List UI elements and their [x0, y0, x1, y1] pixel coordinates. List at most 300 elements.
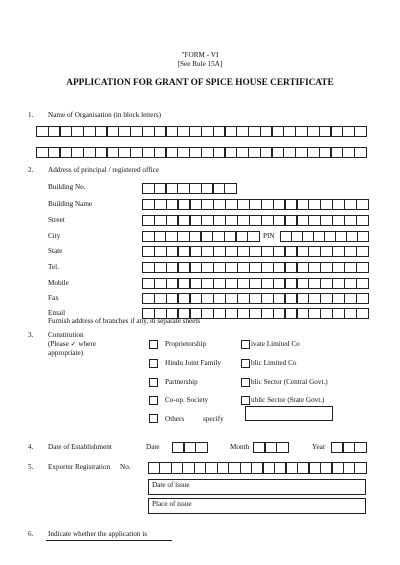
- mobile-field[interactable]: [142, 278, 368, 289]
- year-label: Year: [312, 443, 326, 451]
- char-cell[interactable]: [320, 246, 333, 257]
- char-cell[interactable]: [166, 183, 179, 194]
- char-cell[interactable]: [283, 147, 296, 158]
- char-cell[interactable]: [225, 262, 238, 273]
- char-cell[interactable]: [213, 183, 226, 194]
- public-limited-label: blic Limited Co: [251, 359, 297, 367]
- char-cell[interactable]: [354, 442, 366, 453]
- char-cell[interactable]: [320, 293, 333, 304]
- tel-field[interactable]: [142, 262, 368, 273]
- char-cell[interactable]: [190, 293, 203, 304]
- char-cell[interactable]: [356, 293, 369, 304]
- char-cell[interactable]: [240, 462, 252, 474]
- char-cell[interactable]: [166, 246, 179, 257]
- char-cell[interactable]: [295, 147, 308, 158]
- char-cell[interactable]: [142, 246, 155, 257]
- co-op-society-label: Co-op. Society: [165, 396, 209, 404]
- date-label: Date: [146, 443, 160, 451]
- char-cell[interactable]: [308, 246, 321, 257]
- char-cell[interactable]: [142, 308, 155, 319]
- char-cell[interactable]: [142, 199, 155, 210]
- char-cell[interactable]: [261, 246, 274, 257]
- char-cell[interactable]: [331, 147, 344, 158]
- char-cell[interactable]: [71, 126, 84, 137]
- char-cell[interactable]: [95, 147, 108, 158]
- char-cell[interactable]: [356, 215, 369, 226]
- char-cell[interactable]: [177, 183, 190, 194]
- section-6-number: 6.: [28, 530, 34, 538]
- private-limited-checkbox[interactable]: [241, 340, 250, 349]
- char-cell[interactable]: [36, 126, 49, 137]
- char-cell[interactable]: [225, 215, 238, 226]
- char-cell[interactable]: [154, 293, 167, 304]
- char-cell[interactable]: [308, 215, 321, 226]
- char-cell[interactable]: [224, 183, 237, 194]
- public-sector-central-label: blic Sector (Central Govt.): [251, 378, 328, 386]
- section-5-number: 5.: [28, 463, 34, 471]
- building-name-label: Building Name: [48, 200, 93, 208]
- form-number: "FORM - VI: [181, 51, 219, 59]
- public-limited-checkbox[interactable]: [241, 359, 250, 368]
- char-cell[interactable]: [142, 215, 155, 226]
- char-cell[interactable]: [166, 308, 179, 319]
- char-cell[interactable]: [184, 442, 196, 453]
- char-cell[interactable]: [201, 215, 214, 226]
- char-cell[interactable]: [357, 231, 369, 242]
- char-cell[interactable]: [189, 147, 202, 158]
- char-cell[interactable]: [320, 199, 333, 210]
- char-cell[interactable]: [286, 462, 298, 474]
- char-cell[interactable]: [331, 442, 343, 453]
- char-cell[interactable]: [320, 308, 333, 319]
- char-cell[interactable]: [194, 462, 206, 474]
- char-cell[interactable]: [237, 199, 250, 210]
- char-cell[interactable]: [261, 278, 274, 289]
- proprietorship-checkbox[interactable]: [149, 340, 158, 349]
- char-cell[interactable]: [354, 126, 367, 137]
- partnership-label: Partnership: [165, 378, 198, 386]
- section-5-label: Exporter Registration: [48, 463, 111, 471]
- char-cell[interactable]: [249, 215, 262, 226]
- char-cell[interactable]: [142, 147, 155, 158]
- char-cell[interactable]: [309, 462, 321, 474]
- place-of-issue-label: Place of issue: [152, 500, 192, 508]
- establishment-date-field[interactable]: [172, 442, 207, 453]
- char-cell[interactable]: [178, 215, 191, 226]
- char-cell[interactable]: [148, 462, 160, 474]
- char-cell[interactable]: [251, 462, 263, 474]
- char-cell[interactable]: [273, 308, 286, 319]
- char-cell[interactable]: [248, 126, 261, 137]
- fax-field[interactable]: [142, 293, 368, 304]
- char-cell[interactable]: [142, 183, 155, 194]
- char-cell[interactable]: [261, 215, 274, 226]
- char-cell[interactable]: [166, 278, 179, 289]
- mobile-label: Mobile: [48, 279, 69, 287]
- char-cell[interactable]: [201, 308, 214, 319]
- char-cell[interactable]: [344, 293, 357, 304]
- char-cell[interactable]: [236, 231, 249, 242]
- hindu-joint-family-label: Hindu Joint Family: [165, 359, 221, 367]
- char-cell[interactable]: [265, 442, 277, 453]
- char-cell[interactable]: [273, 293, 286, 304]
- char-cell[interactable]: [319, 147, 332, 158]
- date-of-issue-label: Date of issue: [152, 481, 190, 489]
- char-cell[interactable]: [166, 147, 179, 158]
- char-cell[interactable]: [190, 278, 203, 289]
- char-cell[interactable]: [354, 462, 366, 474]
- private-limited-label: ivate Limited Co: [251, 340, 300, 348]
- char-cell[interactable]: [237, 308, 250, 319]
- char-cell[interactable]: [225, 126, 238, 137]
- char-cell[interactable]: [356, 308, 369, 319]
- rule-reference: [See Rule 15A]: [177, 60, 223, 68]
- char-cell[interactable]: [201, 147, 214, 158]
- char-cell[interactable]: [295, 126, 308, 137]
- char-cell[interactable]: [307, 147, 320, 158]
- section-1-label: Name of Organisation (in block letters): [48, 111, 162, 119]
- city-field[interactable]: [142, 231, 259, 242]
- tel-label: Tel.: [48, 263, 59, 271]
- char-cell[interactable]: [320, 262, 333, 273]
- section-1-number: 1.: [28, 111, 34, 119]
- char-cell[interactable]: [48, 147, 61, 158]
- char-cell[interactable]: [285, 215, 298, 226]
- char-cell[interactable]: [159, 462, 171, 474]
- char-cell[interactable]: [166, 215, 179, 226]
- char-cell[interactable]: [261, 199, 274, 210]
- char-cell[interactable]: [297, 462, 309, 474]
- char-cell[interactable]: [212, 231, 225, 242]
- char-cell[interactable]: [201, 199, 214, 210]
- char-cell[interactable]: [320, 215, 333, 226]
- char-cell[interactable]: [332, 462, 344, 474]
- char-cell[interactable]: [154, 308, 167, 319]
- char-cell[interactable]: [154, 199, 167, 210]
- char-cell[interactable]: [331, 126, 344, 137]
- char-cell[interactable]: [343, 462, 355, 474]
- char-cell[interactable]: [332, 199, 345, 210]
- char-cell[interactable]: [344, 308, 357, 319]
- char-cell[interactable]: [236, 126, 249, 137]
- char-cell[interactable]: [285, 246, 298, 257]
- char-cell[interactable]: [283, 126, 296, 137]
- char-cell[interactable]: [308, 262, 321, 273]
- char-cell[interactable]: [273, 278, 286, 289]
- char-cell[interactable]: [154, 278, 167, 289]
- char-cell[interactable]: [201, 293, 214, 304]
- char-cell[interactable]: [225, 278, 238, 289]
- char-cell[interactable]: [344, 262, 357, 273]
- char-cell[interactable]: [332, 215, 345, 226]
- char-cell[interactable]: [178, 246, 191, 257]
- state-field[interactable]: [142, 246, 368, 257]
- char-cell[interactable]: [190, 262, 203, 273]
- char-cell[interactable]: [225, 308, 238, 319]
- char-cell[interactable]: [60, 126, 73, 137]
- char-cell[interactable]: [225, 246, 238, 257]
- char-cell[interactable]: [205, 462, 217, 474]
- exporter-registration-field[interactable]: [148, 462, 366, 474]
- char-cell[interactable]: [320, 462, 332, 474]
- char-cell[interactable]: [249, 199, 262, 210]
- char-cell[interactable]: [342, 126, 355, 137]
- char-cell[interactable]: [344, 215, 357, 226]
- char-cell[interactable]: [273, 246, 286, 257]
- char-cell[interactable]: [190, 215, 203, 226]
- public-sector-central-checkbox[interactable]: [241, 378, 250, 387]
- char-cell[interactable]: [276, 442, 288, 453]
- char-cell[interactable]: [344, 246, 357, 257]
- char-cell[interactable]: [201, 246, 214, 257]
- char-cell[interactable]: [213, 308, 226, 319]
- char-cell[interactable]: [178, 278, 191, 289]
- char-cell[interactable]: [171, 462, 183, 474]
- char-cell[interactable]: [177, 147, 190, 158]
- char-cell[interactable]: [274, 462, 286, 474]
- char-cell[interactable]: [272, 147, 285, 158]
- char-cell[interactable]: [260, 147, 273, 158]
- char-cell[interactable]: [130, 126, 143, 137]
- char-cell[interactable]: [332, 246, 345, 257]
- state-label: State: [48, 247, 63, 255]
- char-cell[interactable]: [217, 462, 229, 474]
- char-cell[interactable]: [343, 442, 355, 453]
- char-cell[interactable]: [261, 262, 274, 273]
- char-cell[interactable]: [83, 147, 96, 158]
- section-6-label: Indicate whether the application is: [48, 530, 147, 538]
- char-cell[interactable]: [166, 126, 179, 137]
- char-cell[interactable]: [166, 293, 179, 304]
- char-cell[interactable]: [332, 262, 345, 273]
- char-cell[interactable]: [297, 246, 310, 257]
- char-cell[interactable]: [273, 199, 286, 210]
- char-cell[interactable]: [354, 147, 367, 158]
- char-cell[interactable]: [182, 462, 194, 474]
- char-cell[interactable]: [201, 262, 214, 273]
- char-cell[interactable]: [261, 308, 274, 319]
- char-cell[interactable]: [213, 246, 226, 257]
- char-cell[interactable]: [249, 293, 262, 304]
- char-cell[interactable]: [154, 215, 167, 226]
- char-cell[interactable]: [142, 293, 155, 304]
- building-no-field[interactable]: [142, 183, 236, 194]
- char-cell[interactable]: [213, 278, 226, 289]
- char-cell[interactable]: [178, 262, 191, 273]
- co-op-society-checkbox[interactable]: [149, 396, 158, 405]
- char-cell[interactable]: [190, 308, 203, 319]
- proprietorship-label: Proprietorship: [165, 340, 207, 348]
- char-cell[interactable]: [272, 126, 285, 137]
- char-cell[interactable]: [320, 278, 333, 289]
- char-cell[interactable]: [36, 147, 49, 158]
- email-field[interactable]: [142, 308, 368, 319]
- char-cell[interactable]: [71, 147, 84, 158]
- char-cell[interactable]: [213, 262, 226, 273]
- char-cell[interactable]: [228, 462, 240, 474]
- char-cell[interactable]: [189, 183, 202, 194]
- pin-field[interactable]: [280, 231, 368, 242]
- char-cell[interactable]: [142, 262, 155, 273]
- char-cell[interactable]: [308, 293, 321, 304]
- char-cell[interactable]: [48, 126, 61, 137]
- char-cell[interactable]: [356, 278, 369, 289]
- street-field[interactable]: [142, 215, 368, 226]
- char-cell[interactable]: [201, 278, 214, 289]
- char-cell[interactable]: [83, 126, 96, 137]
- char-cell[interactable]: [237, 278, 250, 289]
- char-cell[interactable]: [154, 183, 167, 194]
- others-label: Others: [165, 415, 185, 423]
- char-cell[interactable]: [344, 199, 357, 210]
- char-cell[interactable]: [247, 231, 260, 242]
- char-cell[interactable]: [297, 215, 310, 226]
- char-cell[interactable]: [178, 293, 191, 304]
- char-cell[interactable]: [253, 442, 265, 453]
- char-cell[interactable]: [177, 231, 190, 242]
- char-cell[interactable]: [344, 278, 357, 289]
- char-cell[interactable]: [190, 246, 203, 257]
- char-cell[interactable]: [237, 215, 250, 226]
- public-sector-state-label: ublic Sector (State Govt.): [251, 396, 325, 404]
- char-cell[interactable]: [142, 231, 155, 242]
- section-2-number: 2.: [28, 166, 34, 174]
- char-cell[interactable]: [60, 147, 73, 158]
- char-cell[interactable]: [249, 262, 262, 273]
- section-4-number: 4.: [28, 443, 34, 451]
- char-cell[interactable]: [285, 278, 298, 289]
- char-cell[interactable]: [237, 246, 250, 257]
- char-cell[interactable]: [172, 442, 184, 453]
- char-cell[interactable]: [260, 126, 273, 137]
- char-cell[interactable]: [225, 293, 238, 304]
- char-cell[interactable]: [213, 215, 226, 226]
- char-cell[interactable]: [308, 278, 321, 289]
- char-cell[interactable]: [189, 231, 202, 242]
- char-cell[interactable]: [154, 231, 167, 242]
- establishment-year-field[interactable]: [331, 442, 366, 453]
- section-3-instruction: (Please ✓ where: [48, 340, 96, 348]
- char-cell[interactable]: [118, 147, 131, 158]
- char-cell[interactable]: [236, 147, 249, 158]
- char-cell[interactable]: [285, 199, 298, 210]
- char-cell[interactable]: [154, 262, 167, 273]
- char-cell[interactable]: [213, 199, 226, 210]
- char-cell[interactable]: [237, 293, 250, 304]
- char-cell[interactable]: [307, 126, 320, 137]
- char-cell[interactable]: [297, 199, 310, 210]
- char-cell[interactable]: [225, 199, 238, 210]
- building-no-label: Building No.: [48, 183, 86, 191]
- char-cell[interactable]: [154, 246, 167, 257]
- char-cell[interactable]: [285, 262, 298, 273]
- char-cell[interactable]: [263, 462, 275, 474]
- char-cell[interactable]: [130, 147, 143, 158]
- char-cell[interactable]: [332, 278, 345, 289]
- char-cell[interactable]: [154, 126, 167, 137]
- others-checkbox[interactable]: [149, 414, 158, 423]
- char-cell[interactable]: [237, 262, 250, 273]
- char-cell[interactable]: [297, 293, 310, 304]
- char-cell[interactable]: [190, 199, 203, 210]
- char-cell[interactable]: [273, 262, 286, 273]
- char-cell[interactable]: [249, 278, 262, 289]
- char-cell[interactable]: [118, 126, 131, 137]
- section-3-number: 3.: [28, 331, 34, 339]
- char-cell[interactable]: [248, 147, 261, 158]
- partnership-checkbox[interactable]: [149, 378, 158, 387]
- char-cell[interactable]: [189, 126, 202, 137]
- char-cell[interactable]: [356, 199, 369, 210]
- char-cell[interactable]: [154, 147, 167, 158]
- fax-label: Fax: [48, 294, 59, 302]
- char-cell[interactable]: [213, 293, 226, 304]
- char-cell[interactable]: [95, 126, 108, 137]
- char-cell[interactable]: [356, 262, 369, 273]
- organisation-name-row-2[interactable]: [36, 147, 366, 158]
- char-cell[interactable]: [201, 183, 214, 194]
- char-cell[interactable]: [342, 147, 355, 158]
- char-cell[interactable]: [165, 231, 178, 242]
- char-cell[interactable]: [297, 278, 310, 289]
- establishment-month-field[interactable]: [253, 442, 288, 453]
- section-5-label-no: No.: [120, 463, 131, 471]
- section-4-label: Date of Establishment: [48, 443, 112, 451]
- branches-note: Furnish address of branches if any, in separate sheets: [48, 317, 201, 325]
- section-3-instruction-2: appropriate): [48, 349, 84, 357]
- char-cell[interactable]: [224, 231, 237, 242]
- char-cell[interactable]: [213, 126, 226, 137]
- char-cell[interactable]: [142, 126, 155, 137]
- char-cell[interactable]: [166, 199, 179, 210]
- char-cell[interactable]: [332, 308, 345, 319]
- month-label: Month: [230, 443, 250, 451]
- section-2-label: Address of principal / registered office: [48, 166, 160, 174]
- char-cell[interactable]: [249, 308, 262, 319]
- organisation-name-row-1[interactable]: [36, 126, 366, 137]
- char-cell[interactable]: [261, 293, 274, 304]
- char-cell[interactable]: [213, 147, 226, 158]
- building-name-field[interactable]: [142, 199, 368, 210]
- char-cell[interactable]: [177, 126, 190, 137]
- char-cell[interactable]: [285, 308, 298, 319]
- char-cell[interactable]: [308, 199, 321, 210]
- char-cell[interactable]: [285, 293, 298, 304]
- char-cell[interactable]: [273, 215, 286, 226]
- section-3-label: Constitution: [48, 331, 84, 339]
- public-sector-state-checkbox[interactable]: [241, 396, 250, 405]
- char-cell[interactable]: [195, 442, 207, 453]
- char-cell[interactable]: [225, 147, 238, 158]
- char-cell[interactable]: [142, 278, 155, 289]
- char-cell[interactable]: [297, 308, 310, 319]
- char-cell[interactable]: [319, 126, 332, 137]
- specify-field[interactable]: [245, 406, 333, 421]
- hindu-joint-family-checkbox[interactable]: [149, 359, 158, 368]
- char-cell[interactable]: [178, 308, 191, 319]
- char-cell[interactable]: [201, 231, 214, 242]
- char-cell[interactable]: [249, 246, 262, 257]
- char-cell[interactable]: [201, 126, 214, 137]
- char-cell[interactable]: [166, 262, 179, 273]
- char-cell[interactable]: [356, 246, 369, 257]
- char-cell[interactable]: [297, 262, 310, 273]
- char-cell[interactable]: [107, 147, 120, 158]
- char-cell[interactable]: [332, 293, 345, 304]
- char-cell[interactable]: [308, 308, 321, 319]
- char-cell[interactable]: [107, 126, 120, 137]
- char-cell[interactable]: [178, 199, 191, 210]
